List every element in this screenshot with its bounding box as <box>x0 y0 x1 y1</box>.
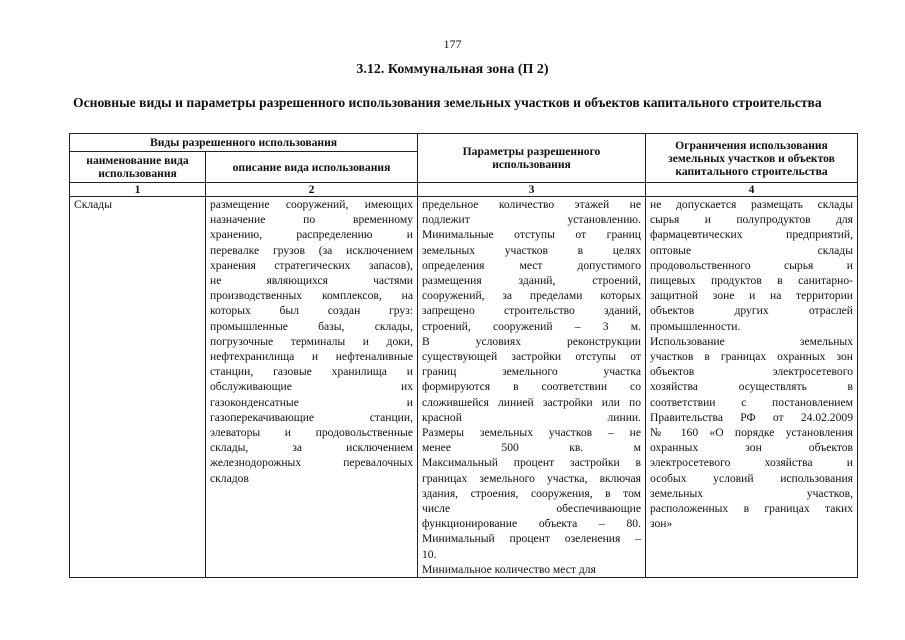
cell-text-line: не допускается размещать склады <box>650 198 853 211</box>
cell-text-line: сырья и полупродуктов для <box>650 213 853 227</box>
cell-text-line: размещения зданий, строений, <box>422 274 641 288</box>
cell-text-line: Минимальное количество мест для <box>422 562 596 576</box>
document-subtitle: Основные виды и параметры разрешенного использования земельных участков и объектов капитального строительства <box>73 95 822 110</box>
cell-text-line: Использование земельных <box>650 334 853 348</box>
cell-text-line: электросетевого хозяйства и <box>650 456 853 470</box>
cell-text-line: которых был создан груз: <box>210 304 413 318</box>
cell-text-line: существующей застройки отступы от <box>422 350 641 364</box>
cell-text-line: склады, за исключением <box>210 441 413 455</box>
cell-text-line: сооружений, за пределами которых <box>422 289 641 303</box>
cell-text-line: газоконденсатные и <box>210 395 413 409</box>
cell-text-line: соответствии с постановлением <box>650 395 853 409</box>
land-use-table <box>69 133 858 578</box>
cell-text-line: складов <box>210 471 249 485</box>
cell-text-line: особых условий использования <box>650 471 853 485</box>
cell-text-line: Минимальные отступы от границ <box>422 228 641 242</box>
cell-text-line: № 160 «О порядке установления <box>650 426 853 440</box>
cell-text-line: функционирование объекта – 80. <box>422 517 641 531</box>
cell-text-line: строений, сооружений – 3 м. <box>422 319 641 333</box>
cell-text-line: железнодорожных перевалочных <box>210 456 413 470</box>
cell-text-line: границах земельного участка, включая <box>422 471 641 485</box>
col-number-3: 3 <box>418 183 646 197</box>
cell-text-line: фармацевтических предприятий, <box>650 228 853 242</box>
use-description-cell <box>206 197 418 578</box>
cell-text-line: В условиях реконструкции <box>422 334 641 348</box>
col2-header: описание вида использования <box>206 152 418 183</box>
cell-text-line: 10. <box>422 547 437 561</box>
cell-text-line: определения мест допустимого <box>422 258 641 272</box>
cell-text-line: Размеры земельных участков – не <box>422 426 641 440</box>
cell-text-line: оптовые склады <box>650 243 853 257</box>
cell-text-line: земельных участков, <box>650 486 853 500</box>
cell-text-line: хранению, распределению и <box>210 228 413 242</box>
cell-text-line: перевалке грузов (за исключением <box>210 243 413 257</box>
table-header-row-1 <box>70 134 858 152</box>
col3-header: Параметры разрешенного использования <box>418 134 646 183</box>
cell-text-line: участков в границах охранных зон <box>650 350 853 364</box>
cell-text-line: числе обеспечивающие <box>422 502 641 516</box>
col-number-2: 2 <box>206 183 418 197</box>
cell-text-line: расположенных в границах таких <box>650 502 853 516</box>
cell-text-line: промышленные базы, склады, <box>210 319 413 333</box>
cell-text-line: станции, газовые хранилища и <box>210 365 413 379</box>
cell-text-line: земельных участков в целях <box>422 243 641 257</box>
cell-text-line: красной линии. <box>422 410 641 424</box>
cell-text-line: назначение по временному <box>210 213 413 227</box>
cell-text-line: зон» <box>650 517 673 531</box>
cell-text-line: границ земельного участка <box>422 365 641 379</box>
cell-text-line: объектов электросетевого <box>650 365 853 379</box>
cell-text-line: запрещено строительство зданий, <box>422 304 641 318</box>
section-title: 3.12. Коммунальная зона (П 2) <box>356 62 549 77</box>
cell-text-line: не являющихся частями <box>210 274 413 288</box>
cell-text-line: погрузочные терминалы и доки, <box>210 334 413 348</box>
cell-text-line: подлежит установлению. <box>422 213 641 227</box>
cell-text-line: промышленности. <box>650 319 741 333</box>
restrictions-cell <box>646 197 858 578</box>
cell-text-line: пищевых продуктов в санитарно- <box>650 274 853 288</box>
cell-text-line: газоперекачивающие станции, <box>210 410 413 424</box>
cell-text-line: Максимальный процент застройки в <box>422 456 641 470</box>
page-number: 177 <box>443 37 462 51</box>
cell-text-line: защитной зоне и на территории <box>650 289 853 303</box>
cell-text-line: здания, строения, сооружения, в том <box>422 486 641 500</box>
cell-text-line: хранения стратегических запасов), <box>210 258 413 272</box>
cell-text-line: элеваторы и продовольственные <box>210 426 413 440</box>
col-number-4: 4 <box>646 183 858 197</box>
use-name-cell: Склады <box>70 197 206 578</box>
cell-text-line: менее 500 кв. м <box>422 441 641 455</box>
cell-text-line: охранных зон объектов <box>650 441 853 455</box>
cell-text-line: размещение сооружений, имеющих <box>210 198 413 211</box>
cell-text-line: сложившейся линией застройки или по <box>422 395 641 409</box>
col-number-1: 1 <box>70 183 206 197</box>
cell-text-line: продовольственного сырья и <box>650 258 853 272</box>
cell-text-line: обслуживающие их <box>210 380 413 394</box>
cell-text-line: объектов других отраслей <box>650 304 853 318</box>
cell-text-line: нефтехранилища и нефтеналивные <box>210 350 413 364</box>
column-number-row <box>70 183 858 197</box>
cell-text-line: производственных комплексов, на <box>210 289 413 303</box>
header-group-cell: Виды разрешенного использования <box>70 134 418 152</box>
cell-text-line: формируются в соответствии со <box>422 380 641 394</box>
table-row-warehouses <box>70 197 858 578</box>
cell-text-line: Минимальный процент озеленения – <box>422 532 641 546</box>
cell-text-line: предельное количество этажей не <box>422 198 641 211</box>
col1-header: наименование вида использования <box>70 152 206 183</box>
col4-header: Ограничения использования земельных участков и объектов капитального строительства <box>646 134 858 183</box>
cell-text-line: Правительства РФ от 24.02.2009 <box>650 410 853 424</box>
cell-text-line: хозяйства осуществлять в <box>650 380 853 394</box>
parameters-cell <box>418 197 646 578</box>
